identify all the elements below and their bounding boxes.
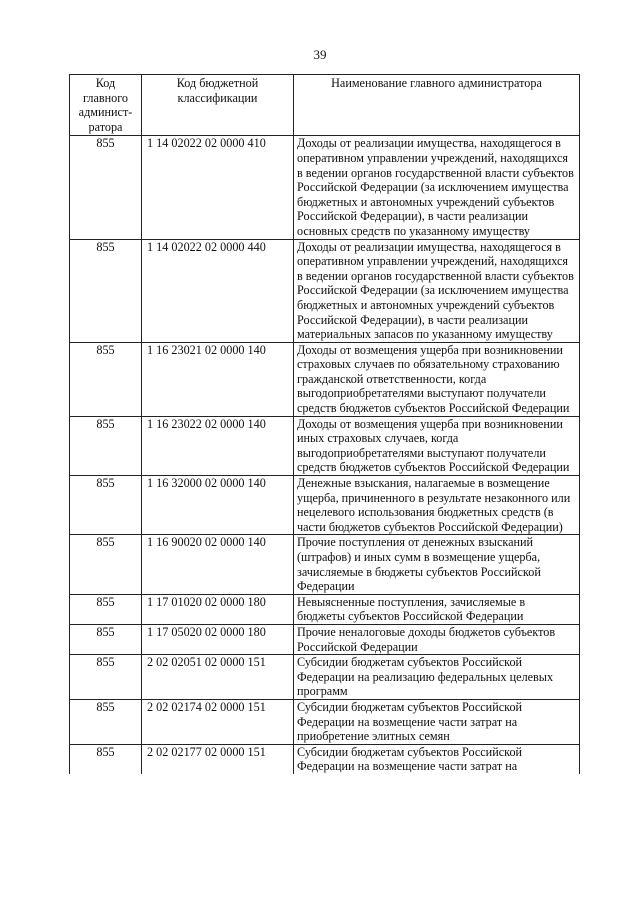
page-number: 39 bbox=[313, 47, 327, 62]
budget-code-cell: 2 02 02177 02 0000 151 bbox=[142, 744, 294, 774]
budget-code-cell: 1 14 02022 02 0000 440 bbox=[142, 239, 294, 342]
admin-code-cell: 855 bbox=[70, 136, 142, 239]
admin-name-cell: Прочие поступления от денежных взысканий (штрафов) и иных сумм в возмещение ущерба, зачисляемые в бюджеты субъектов Российской Федерации bbox=[294, 535, 580, 594]
admin-name-cell: Доходы от возмещения ущерба при возникновении страховых случаев по обязательному страхованию гражданской ответственности, когда выгодоприобретателями выступают получатели средств бюджетов субъектов Российской Федерации bbox=[294, 342, 580, 416]
table-row bbox=[70, 239, 580, 342]
table-row bbox=[70, 624, 580, 654]
budget-code-cell: 1 17 05020 02 0000 180 bbox=[142, 624, 294, 654]
admin-code-cell: 855 bbox=[70, 476, 142, 535]
table-row bbox=[70, 535, 580, 594]
budget-code-cell: 1 16 90020 02 0000 140 bbox=[142, 535, 294, 594]
budget-code-cell: 1 16 32000 02 0000 140 bbox=[142, 476, 294, 535]
table-header-row bbox=[70, 75, 580, 136]
table-row bbox=[70, 699, 580, 744]
admin-name-cell: Доходы от реализации имущества, находящегося в оперативном управлении учреждений, находящихся в ведении органов государственной власти субъектов Российской Федерации (за исключением имущества бюджетных и автономных учреждений субъектов Российской Федерации), в части реализации основных средств по указанному имуществу bbox=[294, 136, 580, 239]
table-row bbox=[70, 416, 580, 475]
admin-name-cell: Субсидии бюджетам субъектов Российской Федерации на реализацию федеральных целевых программ bbox=[294, 655, 580, 700]
budget-code-cell: 1 17 01020 02 0000 180 bbox=[142, 594, 294, 624]
admin-code-cell: 855 bbox=[70, 535, 142, 594]
admin-name-cell: Денежные взыскания, налагаемые в возмещение ущерба, причиненного в результате незаконного или нецелевого использования бюджетных средств (в части бюджетов субъектов Российской Федерации) bbox=[294, 476, 580, 535]
header-admin-name: Наименование главного администратора bbox=[294, 75, 580, 136]
admin-name-cell: Доходы от реализации имущества, находящегося в оперативном управлении учреждений, находящихся в ведении органов государственной власти субъектов Российской Федерации (за исключением имущества бюджетных и автономных учреждений субъектов Российской Федерации), в части реализации материальных запасов по указанному имуществу bbox=[294, 239, 580, 342]
admin-name-cell: Субсидии бюджетам субъектов Российской Федерации на возмещение части затрат на приобретение элитных семян bbox=[294, 699, 580, 744]
admin-code-cell: 855 bbox=[70, 594, 142, 624]
admin-code-cell: 855 bbox=[70, 655, 142, 700]
admin-code-cell: 855 bbox=[70, 744, 142, 774]
table-row bbox=[70, 594, 580, 624]
admin-code-cell: 855 bbox=[70, 416, 142, 475]
budget-code-cell: 2 02 02174 02 0000 151 bbox=[142, 699, 294, 744]
budget-classification-table bbox=[69, 74, 580, 774]
table-row bbox=[70, 136, 580, 239]
admin-name-cell: Прочие неналоговые доходы бюджетов субъектов Российской Федерации bbox=[294, 624, 580, 654]
table-row bbox=[70, 655, 580, 700]
budget-code-cell: 2 02 02051 02 0000 151 bbox=[142, 655, 294, 700]
table-row bbox=[70, 476, 580, 535]
admin-code-cell: 855 bbox=[70, 342, 142, 416]
admin-code-cell: 855 bbox=[70, 624, 142, 654]
budget-code-cell: 1 16 23021 02 0000 140 bbox=[142, 342, 294, 416]
budget-code-cell: 1 16 23022 02 0000 140 bbox=[142, 416, 294, 475]
header-admin-code: Код главного админист-ратора bbox=[70, 75, 142, 136]
admin-code-cell: 855 bbox=[70, 699, 142, 744]
header-budget-code: Код бюджетной классификации bbox=[142, 75, 294, 136]
admin-name-cell: Субсидии бюджетам субъектов Российской Федерации на возмещение части затрат на bbox=[294, 744, 580, 774]
table-row bbox=[70, 744, 580, 774]
admin-code-cell: 855 bbox=[70, 239, 142, 342]
table-row bbox=[70, 342, 580, 416]
admin-name-cell: Невыясненные поступления, зачисляемые в бюджеты субъектов Российской Федерации bbox=[294, 594, 580, 624]
admin-name-cell: Доходы от возмещения ущерба при возникновении иных страховых случаев, когда выгодоприобретателями выступают получатели средств бюджетов субъектов Российской Федерации bbox=[294, 416, 580, 475]
budget-code-cell: 1 14 02022 02 0000 410 bbox=[142, 136, 294, 239]
